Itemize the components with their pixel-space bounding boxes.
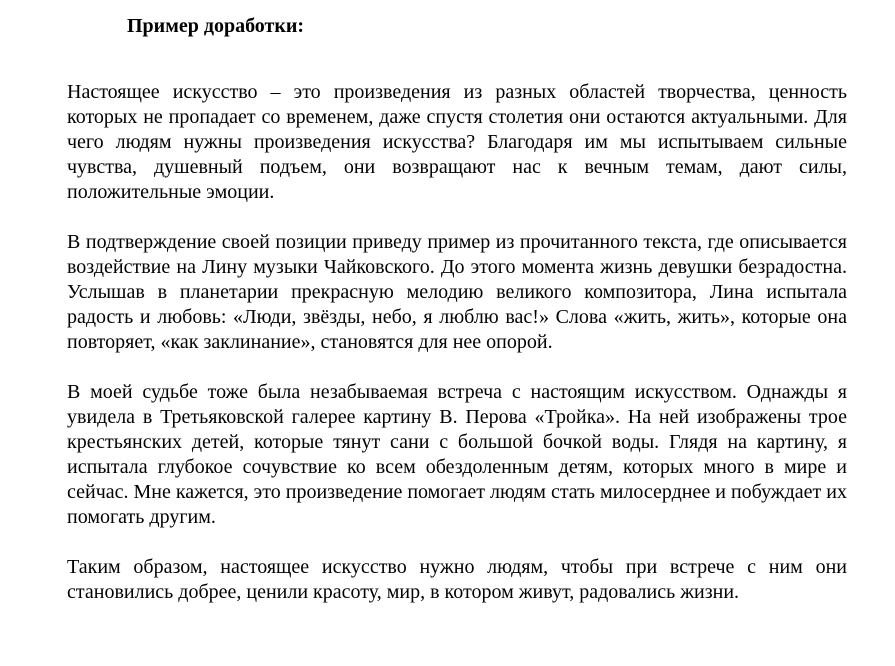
paragraph-argument-personal: В моей судьбе тоже была незабываемая встреча с настоящим искусством. Однажды я увидела в Третьяковской галерее картину В. Перова «Тройка». На ней изображены трое крестьянских детей, которые тянут сани с большой бочкой воды. Глядя на картину, я испытала глубокое сочувствие ко всем обездоленным детям, которых много в мире и сейчас. Мне кажется, это произведение помогает людям стать милосерднее и побуждает их помогать другим. bbox=[67, 381, 847, 528]
paragraph-conclusion: Таким образом, настоящее искусство нужно людям, чтобы при встрече с ним они становились добрее, ценили красоту, мир, в котором живут, радовались жизни. bbox=[67, 556, 847, 603]
paragraph-argument-text: В подтверждение своей позиции приведу пример из прочитанного текста, где описывается воздействие на Лину музыки Чайковского. До этого момента жизнь девушки безрадостна. Услышав в планетарии прекрасную мелодию великого композитора, Лина испытала радость и любовь: «Люди, звёзды, небо, я люблю вас!» Слова «жить, жить», которые она повторяет, «как заклинание», становятся для нее опорой. bbox=[67, 231, 847, 353]
paragraph-intro: Настоящее искусство – это произведения из разных областей творчества, ценность которых не пропадает со временем, даже спустя столетия они остаются актуальными. Для чего людям нужны произведения искусства? Благодаря им мы испытываем сильные чувства, душевный подъем, они возвращают нас к вечным темам, дают силы, положительные эмоции. bbox=[67, 81, 847, 203]
document-heading: Пример доработки: bbox=[127, 15, 305, 37]
document-page bbox=[67, 14, 847, 630]
